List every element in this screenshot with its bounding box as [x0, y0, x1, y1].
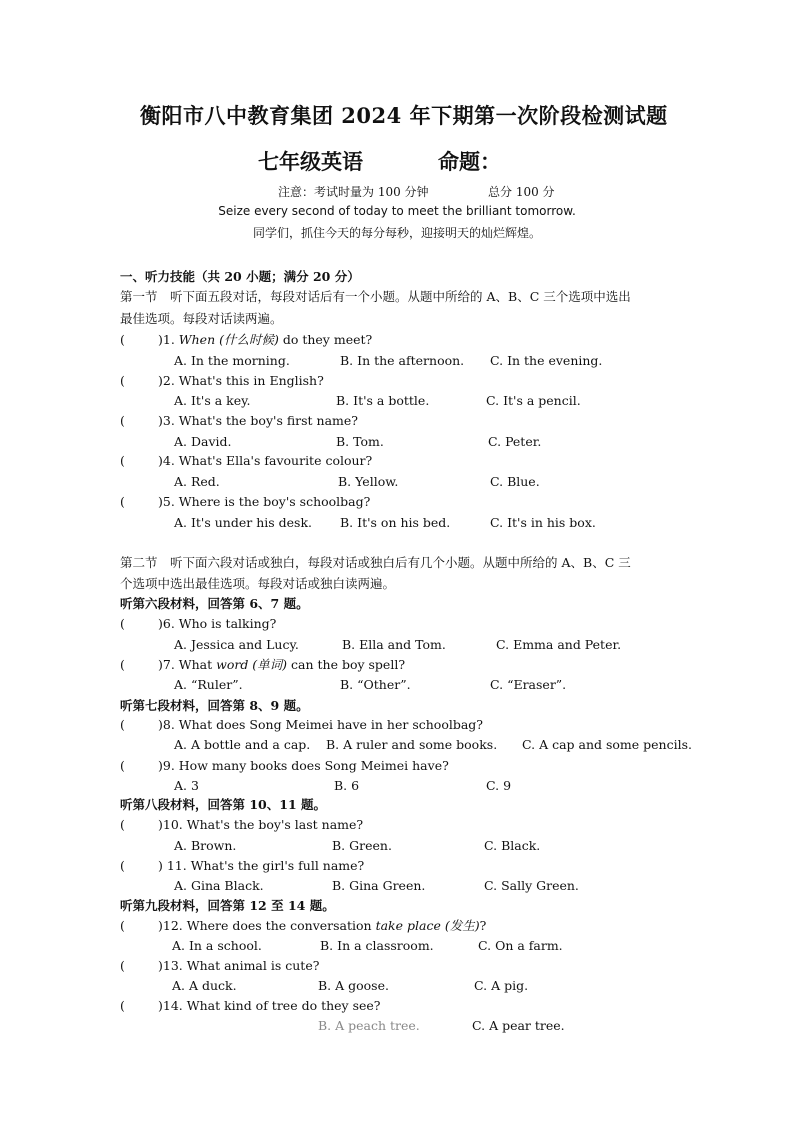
- notice-time: 注意：考试时量为 100 分钟: [278, 185, 429, 199]
- option-c: C. It's a pencil.: [486, 393, 581, 408]
- material7-instruction: 听第七段材料，回答第 8、9 题。: [120, 698, 309, 713]
- option-a: A. It's a key.: [174, 393, 251, 408]
- option-b: B. In a classroom.: [320, 938, 434, 953]
- answer-paren: (: [120, 958, 125, 973]
- question-text: )6. Who is talking?: [158, 616, 277, 631]
- option-c: C. A pig.: [474, 978, 529, 993]
- part1-heading: 一、听力技能（共 20 小题；满分 20 分）: [120, 269, 360, 284]
- answer-paren: (: [120, 332, 125, 347]
- question-text-tail: ?: [479, 918, 487, 933]
- question-text-tail: can the boy spell?: [287, 657, 406, 672]
- option-a: A. A duck.: [172, 978, 237, 993]
- question-text: )8. What does Song Meimei have in her schoolbag?: [158, 717, 483, 732]
- option-a: A. Jessica and Lucy.: [174, 637, 299, 652]
- material9-instruction: 听第九段材料，回答第 12 至 14 题。: [120, 898, 335, 913]
- question-text: )2. What's this in English?: [158, 373, 324, 388]
- question-text-tail: do they meet?: [278, 332, 373, 347]
- question-stem: [158, 615, 276, 633]
- option-c: C. On a farm.: [478, 938, 563, 953]
- option-a: A. “Ruler”.: [174, 677, 243, 692]
- question-stem: [158, 757, 449, 775]
- question-stem: [158, 372, 324, 390]
- author-label: 命题：: [438, 149, 501, 174]
- option-b: B. Tom.: [336, 434, 384, 449]
- option-c: C. Emma and Peter.: [496, 637, 622, 652]
- option-a: A. 3: [174, 778, 199, 793]
- motto-chinese: 同学们，抓住今天的每分每秒，迎接明天的灿烂辉煌。: [252, 226, 541, 240]
- question-stem: [158, 656, 405, 674]
- answer-paren: (: [120, 998, 125, 1013]
- question-emphasis: word (单词): [216, 657, 288, 672]
- question-stem: [158, 331, 372, 349]
- question-stem: [158, 957, 319, 975]
- option-c: C. Blue.: [490, 474, 540, 489]
- option-b: B. A peach tree.: [318, 1018, 420, 1033]
- material6-instruction: 听第六段材料，回答第 6、7 题。: [120, 596, 309, 611]
- motto-english: Seize every second of today to meet the brilliant tomorrow.: [218, 204, 576, 218]
- option-a: A. In the morning.: [174, 353, 290, 368]
- notice-score: 总分 100 分: [488, 185, 555, 199]
- option-c: C. It's in his box.: [490, 515, 596, 530]
- option-a: A. Gina Black.: [174, 878, 264, 893]
- answer-paren: (: [120, 817, 125, 832]
- option-a: A. In a school.: [172, 938, 262, 953]
- question-text: )7. What: [158, 657, 217, 672]
- answer-paren: (: [120, 657, 125, 672]
- question-stem: [158, 412, 358, 430]
- answer-paren: (: [120, 494, 125, 509]
- answer-paren: (: [120, 858, 125, 873]
- option-c: C. A pear tree.: [472, 1018, 565, 1033]
- option-c: C. 9: [486, 778, 512, 793]
- exam-title: 衡阳市八中教育集团 2024 年下期第一次阶段检测试题: [140, 103, 668, 128]
- option-c: C. “Eraser”.: [490, 677, 567, 692]
- question-text: )3. What's the boy's first name?: [158, 413, 359, 428]
- option-a: A. Red.: [174, 474, 220, 489]
- section2-instruction-line2: 个选项中选出最佳选项。每段对话或独白读两遍。: [120, 576, 396, 591]
- question-text: )10. What's the boy's last name?: [158, 817, 364, 832]
- option-a: A. A bottle and a cap.: [174, 737, 311, 752]
- option-b: B. A goose.: [318, 978, 389, 993]
- option-b: B. Yellow.: [338, 474, 399, 489]
- question-stem: [158, 857, 364, 875]
- question-stem: [158, 452, 372, 470]
- answer-paren: (: [120, 758, 125, 773]
- option-b: B. In the afternoon.: [340, 353, 465, 368]
- section1-instruction-line2: 最佳选项。每段对话读两遍。: [120, 311, 283, 326]
- question-text: )14. What kind of tree do they see?: [158, 998, 381, 1013]
- option-c: C. Peter.: [488, 434, 542, 449]
- question-stem: [158, 493, 370, 511]
- option-b: B. 6: [334, 778, 360, 793]
- question-emphasis: take place (发生): [375, 918, 480, 933]
- option-a: A. Brown.: [174, 838, 237, 853]
- option-b: B. It's a bottle.: [336, 393, 430, 408]
- section2-instruction-line1: 第二节 听下面六段对话或独白，每段对话或独白后有几个小题。从题中所给的 A、B、C 三: [120, 555, 631, 570]
- option-b: B. Ella and Tom.: [342, 637, 446, 652]
- question-text: )9. How many books does Song Meimei have?: [158, 758, 449, 773]
- option-b: B. “Other”.: [340, 677, 411, 692]
- question-stem: [158, 716, 483, 734]
- option-c: C. Black.: [484, 838, 541, 853]
- option-b: B. It's on his bed.: [340, 515, 451, 530]
- option-b: B. Green.: [332, 838, 392, 853]
- section1-instruction-line1: 第一节 听下面五段对话，每段对话后有一个小题。从题中所给的 A、B、C 三个选项中选出: [120, 289, 631, 304]
- question-emphasis: When (什么时候): [178, 332, 279, 347]
- question-text: )12. Where does the conversation: [158, 918, 376, 933]
- answer-paren: (: [120, 373, 125, 388]
- answer-paren: (: [120, 717, 125, 732]
- option-b: B. Gina Green.: [332, 878, 426, 893]
- question-text: ) 11. What's the girl's full name?: [158, 858, 365, 873]
- question-stem: [158, 816, 363, 834]
- option-c: C. Sally Green.: [484, 878, 579, 893]
- answer-paren: (: [120, 616, 125, 631]
- option-c: C. In the evening.: [490, 353, 603, 368]
- question-text: )13. What animal is cute?: [158, 958, 320, 973]
- question-text: )4. What's Ella's favourite colour?: [158, 453, 373, 468]
- option-a: A. It's under his desk.: [174, 515, 313, 530]
- question-text: )1.: [158, 332, 179, 347]
- material8-instruction: 听第八段材料，回答第 10、11 题。: [120, 797, 326, 812]
- grade-subject: 七年级英语: [258, 149, 363, 174]
- answer-paren: (: [120, 453, 125, 468]
- question-stem: [158, 917, 486, 935]
- option-c: C. A cap and some pencils.: [522, 737, 692, 752]
- answer-paren: (: [120, 413, 125, 428]
- question-stem: [158, 997, 381, 1015]
- answer-paren: (: [120, 918, 125, 933]
- question-text: )5. Where is the boy's schoolbag?: [158, 494, 371, 509]
- option-a: A. David.: [174, 434, 232, 449]
- option-b: B. A ruler and some books.: [326, 737, 498, 752]
